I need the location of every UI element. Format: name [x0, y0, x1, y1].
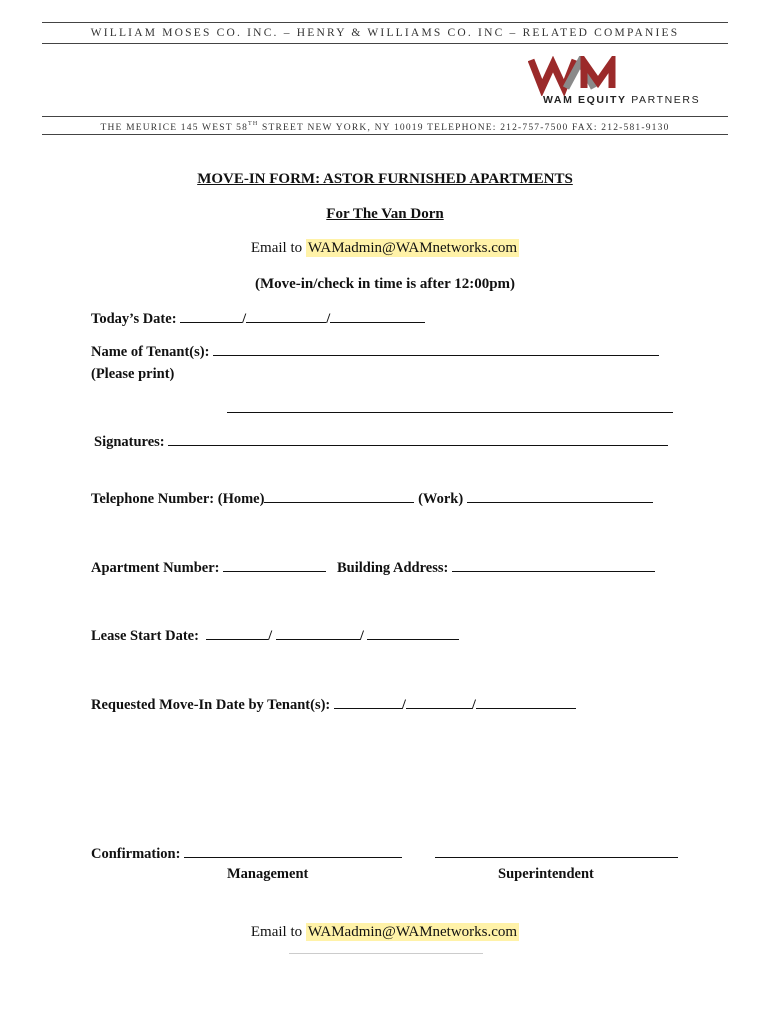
lease-year-blank[interactable] [367, 627, 459, 640]
wam-logo-icon [528, 56, 708, 96]
footer-email-prefix: Email to [250, 924, 306, 940]
management-label: Management [227, 866, 309, 882]
letterhead-address: THE MEURICE 145 WEST 58TH STREET NEW YORK, NY 10019 TELEPHONE: 212-757-7500 FAX: 212-581-9130 [100, 121, 670, 133]
tenant-print-note: (Please print) [91, 366, 175, 382]
superintendent-signature-blank[interactable] [435, 845, 678, 858]
telephone-work-blank[interactable] [467, 490, 653, 503]
checkin-note: (Move-in/check in time is after 12:00pm) [254, 276, 516, 292]
letterhead-bottom-rule [42, 134, 728, 135]
requested-month-blank[interactable] [334, 696, 402, 709]
letterhead-mid-rule [42, 116, 728, 117]
apartment-label: Apartment Number: [91, 560, 220, 576]
telephone-home-blank[interactable] [264, 490, 414, 503]
requested-date-label: Requested Move-In Date by Tenant(s): [91, 697, 331, 713]
letterhead-top-rule-2 [42, 43, 728, 44]
letterhead-top-rule [42, 22, 728, 23]
building-label: Building Address: [336, 560, 449, 576]
email-prefix: Email to [250, 240, 306, 256]
date-month-blank[interactable] [180, 310, 242, 323]
confirmation-field [91, 845, 402, 863]
signatures-field [94, 433, 668, 451]
superintendent-label: Superintendent [498, 866, 594, 882]
footer-divider [289, 953, 483, 954]
email-link[interactable]: WAMadmin@WAMnetworks.com [307, 240, 518, 256]
signatures-label: Signatures: [94, 434, 165, 450]
apartment-field [91, 559, 655, 577]
telephone-work-label: (Work) [418, 491, 464, 507]
building-blank[interactable] [452, 559, 655, 572]
form-title: MOVE-IN FORM: ASTOR FURNISHED APARTMENTS [197, 171, 573, 187]
tenant-name-label: Name of Tenant(s): [91, 344, 210, 360]
date-day-blank[interactable] [246, 310, 326, 323]
requested-day-blank[interactable] [406, 696, 472, 709]
email-line [0, 240, 770, 257]
superintendent-signature-line [435, 845, 678, 863]
apartment-blank[interactable] [223, 559, 326, 572]
logo-wordmark: WAM EQUITY PARTNERS [543, 94, 701, 106]
telephone-field [91, 490, 653, 508]
todays-date-label: Today’s Date: [91, 311, 177, 327]
lease-start-label: Lease Start Date: [91, 628, 199, 644]
footer-email-line [0, 924, 770, 941]
tenant-name-field [91, 343, 659, 361]
tenant-name-blank-2[interactable] [227, 400, 673, 413]
footer-email-link[interactable]: WAMadmin@WAMnetworks.com [307, 924, 518, 940]
signatures-blank[interactable] [168, 433, 668, 446]
todays-date-field: Today’s Date: / / [91, 310, 425, 328]
form-subtitle: For The Van Dorn [326, 206, 444, 222]
requested-date-field: Requested Move-In Date by Tenant(s): / / [91, 696, 576, 714]
confirmation-label: Confirmation: [91, 846, 181, 862]
tenant-name-blank[interactable] [213, 343, 659, 356]
letterhead-companies: WILLIAM MOSES CO. INC. – HENRY & WILLIAMS CO. INC – RELATED COMPANIES [90, 27, 680, 39]
requested-year-blank[interactable] [476, 696, 576, 709]
lease-month-blank[interactable] [206, 627, 268, 640]
management-signature-blank[interactable] [184, 845, 402, 858]
tenant-name-second-line [227, 400, 673, 418]
lease-day-blank[interactable] [276, 627, 360, 640]
lease-start-field: Lease Start Date: / / [91, 627, 459, 645]
telephone-home-label: Telephone Number: (Home) [91, 491, 265, 507]
date-year-blank[interactable] [330, 310, 425, 323]
